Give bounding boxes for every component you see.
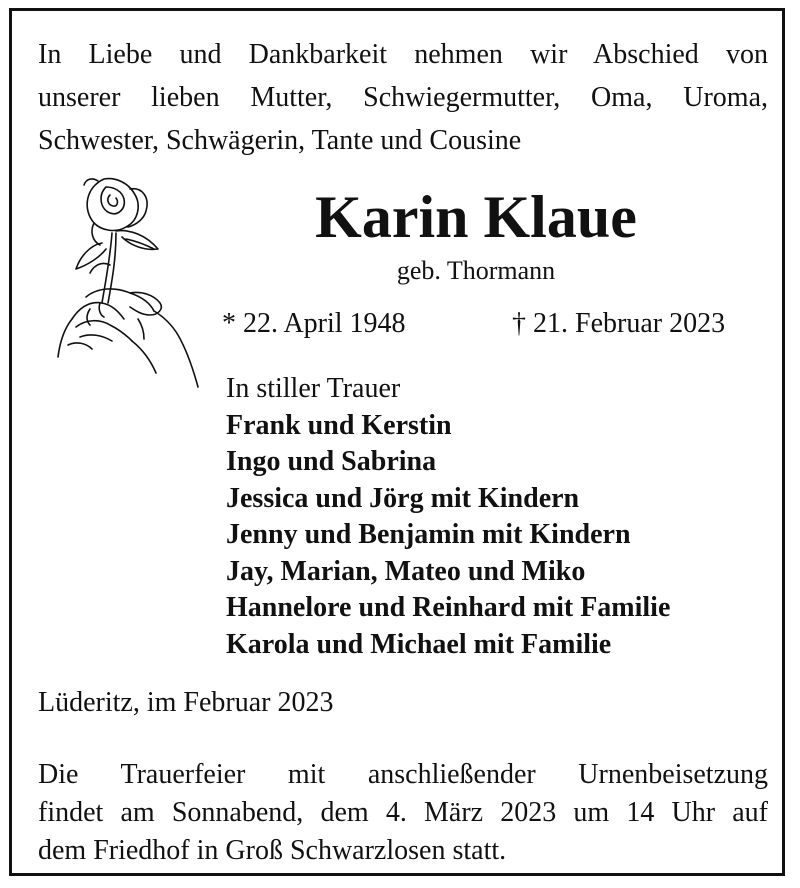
mourner-name: Frank und Kerstin [226, 409, 452, 441]
intro-text [38, 33, 768, 162]
intro-line: In Liebe und Dankbarkeit nehmen wir Abschied von [38, 39, 768, 70]
mourner-name: Jay, Marian, Mateo und Miko [226, 555, 586, 587]
mourner-name: Jenny und Benjamin mit Kindern [226, 519, 631, 550]
funeral-line: dem Friedhof in Groß Schwarzlosen statt. [38, 835, 507, 866]
rose-in-hand-icon [46, 169, 206, 399]
intro-line: Schwester, Schwägerin, Tante und Cousine [38, 125, 522, 156]
mourner-name: Hannelore und Reinhard mit Familie [226, 592, 671, 623]
mourner-name: Jessica und Jörg mit Kindern [226, 482, 580, 514]
intro-line: unserer lieben Mutter, Schwiegermutter, Oma, Uroma, [38, 82, 768, 113]
birth-date: * 22. April 1948 [222, 308, 406, 339]
obituary-notice [9, 8, 785, 876]
mourner-name: Ingo und Sabrina [226, 446, 437, 477]
deceased-name: Karin Klaue [315, 184, 637, 250]
mourners-list [226, 371, 786, 663]
mourner-name: Karola und Michael mit Familie [226, 628, 612, 660]
funeral-line: findet am Sonnabend, dem 4. März 2023 um 14 Uhr auf [38, 797, 768, 828]
death-date: † 21. Februar 2023 [512, 308, 726, 339]
maiden-name: geb. Thormann [396, 256, 556, 285]
funeral-info [38, 756, 768, 870]
mourners-heading: In stiller Trauer [226, 373, 401, 404]
funeral-line: Die Trauerfeier mit anschließender Urnenbeisetzung [38, 759, 768, 790]
place-date: Lüderitz, im Februar 2023 [38, 687, 334, 718]
